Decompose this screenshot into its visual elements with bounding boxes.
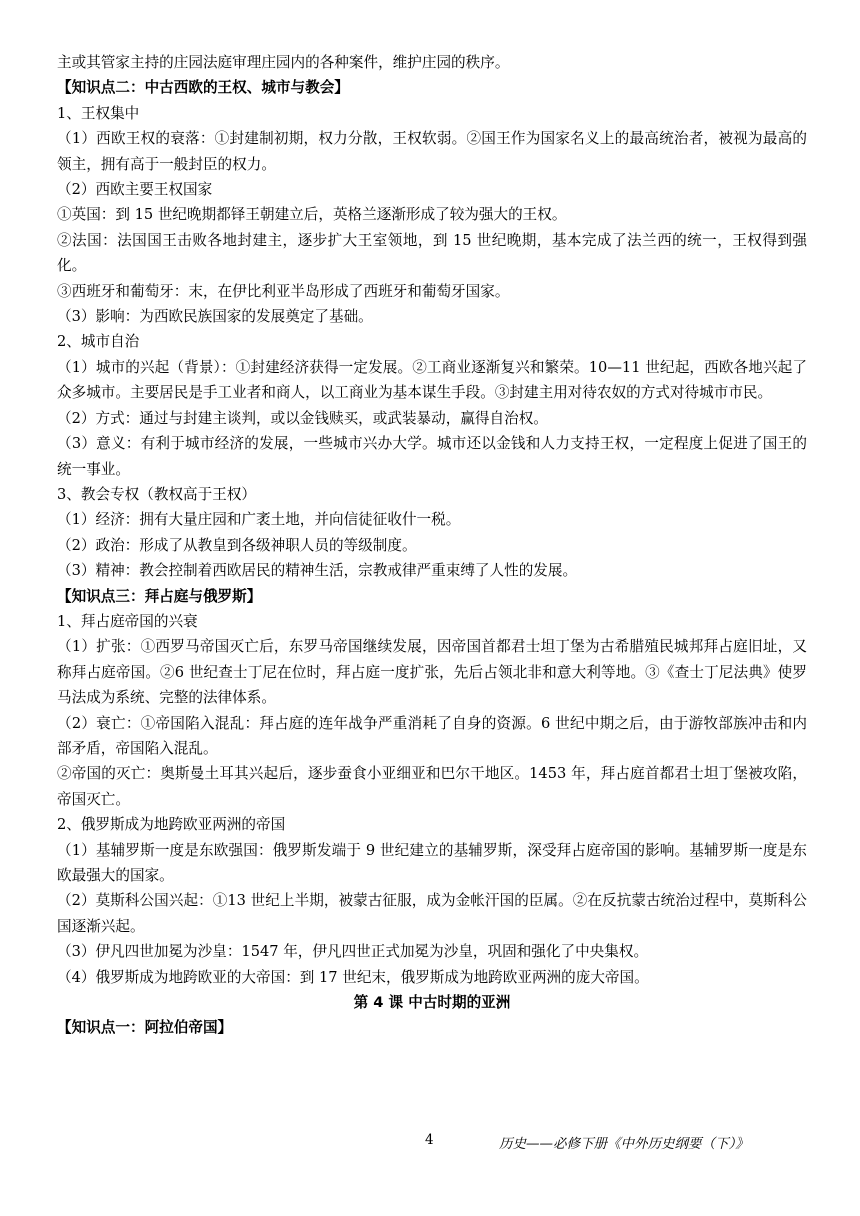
page-footer bbox=[0, 1132, 860, 1156]
subheading: 2、俄罗斯成为地跨欧亚两洲的帝国 bbox=[57, 816, 286, 834]
book-title: 历史——必修下册《中外历史纲要（下）》 bbox=[499, 1136, 749, 1152]
paragraph: （2）西欧主要王权国家 bbox=[57, 181, 213, 199]
section-heading: 【知识点一：阿拉伯帝国】 bbox=[57, 1019, 233, 1037]
paragraph: （1）扩张：①西罗马帝国灭亡后，东罗马帝国继续发展，因帝国首都君士坦丁堡为古希腊殖民城邦拜占庭旧址，又称拜占庭帝国。②6 世纪查士丁尼在位时，拜占庭一度扩张，先后占领北非和意大利等地。③《查士丁尼法典》使罗马法成为系统、完整的法律体系。 bbox=[57, 638, 807, 707]
subheading: 1、拜占庭帝国的兴衰 bbox=[57, 612, 198, 630]
paragraph: （1）城市的兴起（背景）：①封建经济获得一定发展。②工商业逐渐复兴和繁荣。10—11 世纪起，西欧各地兴起了众多城市。主要居民是手工业者和商人，以工商业为基本谋生手段。③封建主用对待农奴的方式对待城市市民。 bbox=[57, 358, 807, 402]
paragraph: （1）经济：拥有大量庄园和广袤土地，并向信徒征收什一税。 bbox=[57, 511, 461, 529]
subheading: 3、教会专权（教权高于王权） bbox=[57, 485, 257, 503]
paragraph: （2）衰亡：①帝国陷入混乱：拜占庭的连年战争严重消耗了自身的资源。6 世纪中期之后，由于游牧部族冲击和内部矛盾，帝国陷入混乱。 bbox=[57, 714, 807, 757]
paragraph: （2）莫斯科公国兴起：①13 世纪上半期，被蒙古征服，成为金帐汗国的臣属。②在反抗蒙古统治过程中，莫斯科公国逐渐兴起。 bbox=[57, 892, 807, 935]
section-heading: 【知识点二：中古西欧的王权、城市与教会】 bbox=[57, 79, 349, 97]
paragraph: （3）伊凡四世加冕为沙皇：1547 年，伊凡四世正式加冕为沙皇，巩固和强化了中央集权。 bbox=[57, 943, 649, 961]
paragraph: （3）精神：教会控制着西欧居民的精神生活，宗教戒律严重束缚了人性的发展。 bbox=[57, 562, 578, 580]
paragraph: （2）方式：通过与封建主谈判，或以金钱赎买，或武装暴动，赢得自治权。 bbox=[57, 409, 548, 427]
page-number: 4 bbox=[425, 1132, 434, 1148]
paragraph: （4）俄罗斯成为地跨欧亚的大帝国：到 17 世纪末，俄罗斯成为地跨欧亚两洲的庞大帝国。 bbox=[57, 968, 649, 986]
paragraph: ②帝国的灭亡：奥斯曼土耳其兴起后，逐步蚕食小亚细亚和巴尔干地区。1453 年，拜占庭首都君士坦丁堡被攻陷，帝国灭亡。 bbox=[57, 765, 807, 808]
lesson-title: 第 4 课 中古时期的亚洲 bbox=[353, 994, 511, 1012]
subheading: 1、王权集中 bbox=[57, 104, 140, 122]
text-line: 主或其管家主持的庄园法庭审理庄园内的各种案件，维护庄园的秩序。 bbox=[57, 54, 510, 71]
paragraph: （2）政治：形成了从教皇到各级神职人员的等级制度。 bbox=[57, 536, 417, 554]
paragraph: （3）影响：为西欧民族国家的发展奠定了基础。 bbox=[57, 308, 373, 326]
paragraph: ②法国：法国国王击败各地封建主，逐步扩大王室领地，到 15 世纪晚期，基本完成了法兰西的统一，王权得到强化。 bbox=[57, 231, 807, 275]
paragraph: ①英国：到 15 世纪晚期都铎王朝建立后，英格兰逐渐形成了较为强大的王权。 bbox=[57, 206, 567, 224]
subheading: 2、城市自治 bbox=[57, 333, 140, 351]
paragraph: ③西班牙和葡萄牙：末，在伊比利亚半岛形成了西班牙和葡萄牙国家。 bbox=[57, 282, 510, 300]
section-heading: 【知识点三：拜占庭与俄罗斯】 bbox=[57, 587, 262, 605]
paragraph: （1）基辅罗斯一度是东欧强国：俄罗斯发端于 9 世纪建立的基辅罗斯，深受拜占庭帝国的影响。基辅罗斯一度是东欧最强大的国家。 bbox=[57, 841, 807, 884]
document-body bbox=[57, 50, 807, 1041]
paragraph: （1）西欧王权的衰落：①封建制初期，权力分散，王权软弱。②国王作为国家名义上的最高统治者，被视为最高的领主，拥有高于一般封臣的权力。 bbox=[57, 130, 807, 173]
paragraph: （3）意义：有利于城市经济的发展，一些城市兴办大学。城市还以金钱和人力支持王权，一定程度上促进了国王的统一事业。 bbox=[57, 435, 807, 478]
